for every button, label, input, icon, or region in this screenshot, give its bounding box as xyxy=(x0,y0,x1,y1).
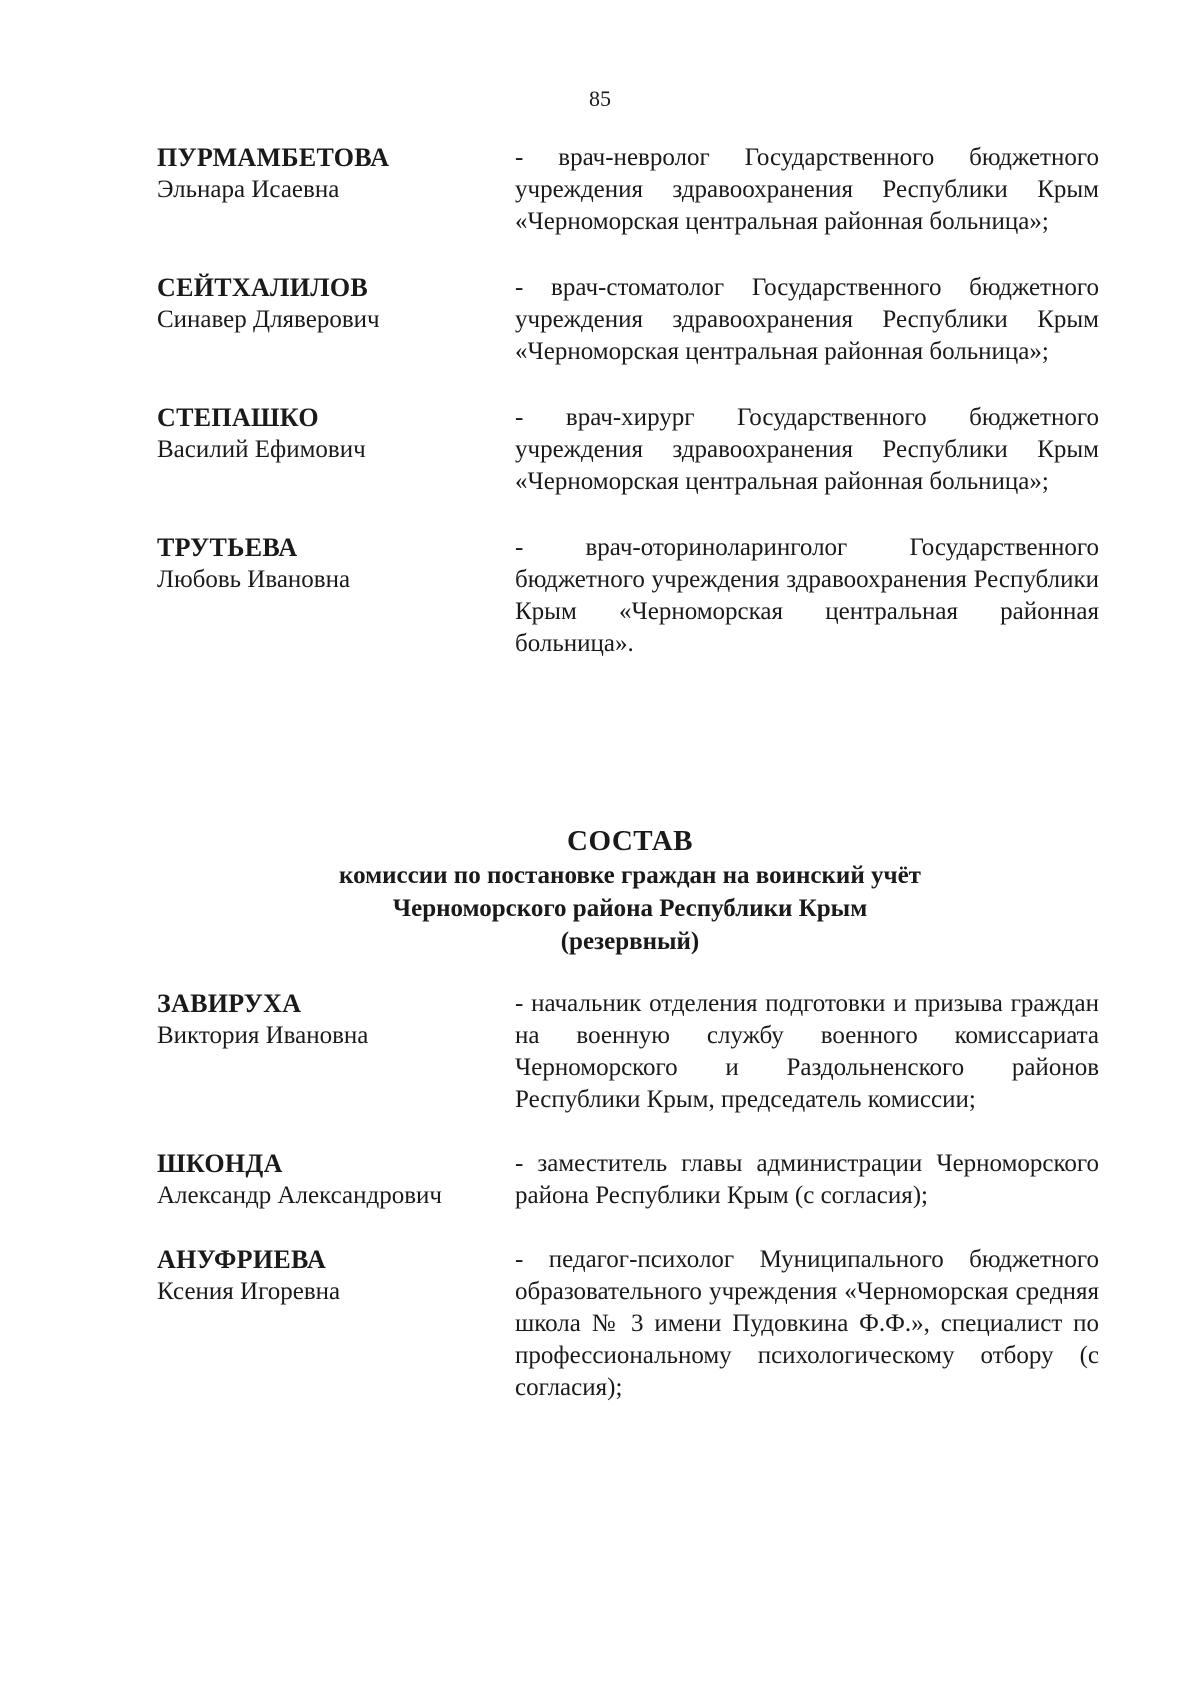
member-role: - врач-оториноларинголог Государственного бюджетного учреждения здравоохранения Республики Крым «Черноморская центральная районная больница». xyxy=(515,534,1099,657)
member-entry xyxy=(157,988,1099,1116)
member-role: - врач-невролог Государственного бюджетного учреждения здравоохранения Республики Крым «Черноморская центральная районная больница»; xyxy=(515,144,1099,235)
member-given-names: Эльнара Исаевна xyxy=(157,176,340,203)
member-entry xyxy=(157,402,1099,498)
member-role: - заместитель главы администрации Черноморского района Республики Крым (с согласия); xyxy=(515,1150,1099,1209)
member-entry xyxy=(157,1244,1099,1404)
member-surname: АНУФРИЕВА xyxy=(157,1245,327,1274)
member-list-part1 xyxy=(157,142,1099,694)
section-title: СОСТАВ xyxy=(567,825,693,857)
member-name-block xyxy=(157,1244,515,1308)
member-role: - педагог-психолог Муниципального бюджетного образовательного учреждения «Черноморская средняя школа № 3 имени Пудовкина Ф.Ф.», специалист по профессиональному психологическому отбору (с согласия); xyxy=(515,1246,1099,1401)
member-name-block xyxy=(157,1148,515,1212)
member-role: - врач-стоматолог Государственного бюджетного учреждения здравоохранения Республики Крым «Черноморская центральная районная больница»; xyxy=(515,274,1099,365)
member-name-block xyxy=(157,272,515,336)
section-subtitle-line: Черноморского района Республики Крым xyxy=(392,895,868,922)
member-role: - врач-хирург Государственного бюджетного учреждения здравоохранения Республики Крым «Черноморская центральная районная больница»; xyxy=(515,404,1099,495)
member-given-names: Василий Ефимович xyxy=(157,436,366,463)
member-surname: ТРУТЬЕВА xyxy=(157,533,298,562)
member-name-block xyxy=(157,988,515,1052)
member-entry xyxy=(157,272,1099,368)
member-surname: ЗАВИРУХА xyxy=(157,989,302,1018)
member-given-names: Синавер Дляверович xyxy=(157,306,380,333)
page-number: 85 xyxy=(589,86,611,111)
member-entry xyxy=(157,532,1099,660)
member-surname: ПУРМАМБЕТОВА xyxy=(157,143,390,172)
section-heading xyxy=(0,823,1200,958)
member-given-names: Александр Александрович xyxy=(157,1182,442,1209)
member-name-block xyxy=(157,532,515,596)
member-entry xyxy=(157,1148,1099,1212)
member-given-names: Ксения Игоревна xyxy=(157,1278,341,1305)
member-given-names: Виктория Ивановна xyxy=(157,1022,369,1049)
member-given-names: Любовь Ивановна xyxy=(157,566,351,593)
section-subtitle-line: комиссии по постановке граждан на воинский учёт xyxy=(339,862,921,889)
member-surname: СЕЙТХАЛИЛОВ xyxy=(157,273,369,302)
member-role: - начальник отделения подготовки и призыва граждан на военную службу военного комиссариата Черноморского и Раздольненского районов Республики Крым, председатель комиссии; xyxy=(515,990,1099,1113)
member-entry xyxy=(157,142,1099,238)
section-subtitle-line: (резервный) xyxy=(560,928,700,955)
member-list-part2 xyxy=(157,988,1099,1436)
member-surname: ШКОНДА xyxy=(157,1149,283,1178)
member-name-block xyxy=(157,142,515,206)
member-surname: СТЕПАШКО xyxy=(157,403,319,432)
member-name-block xyxy=(157,402,515,466)
